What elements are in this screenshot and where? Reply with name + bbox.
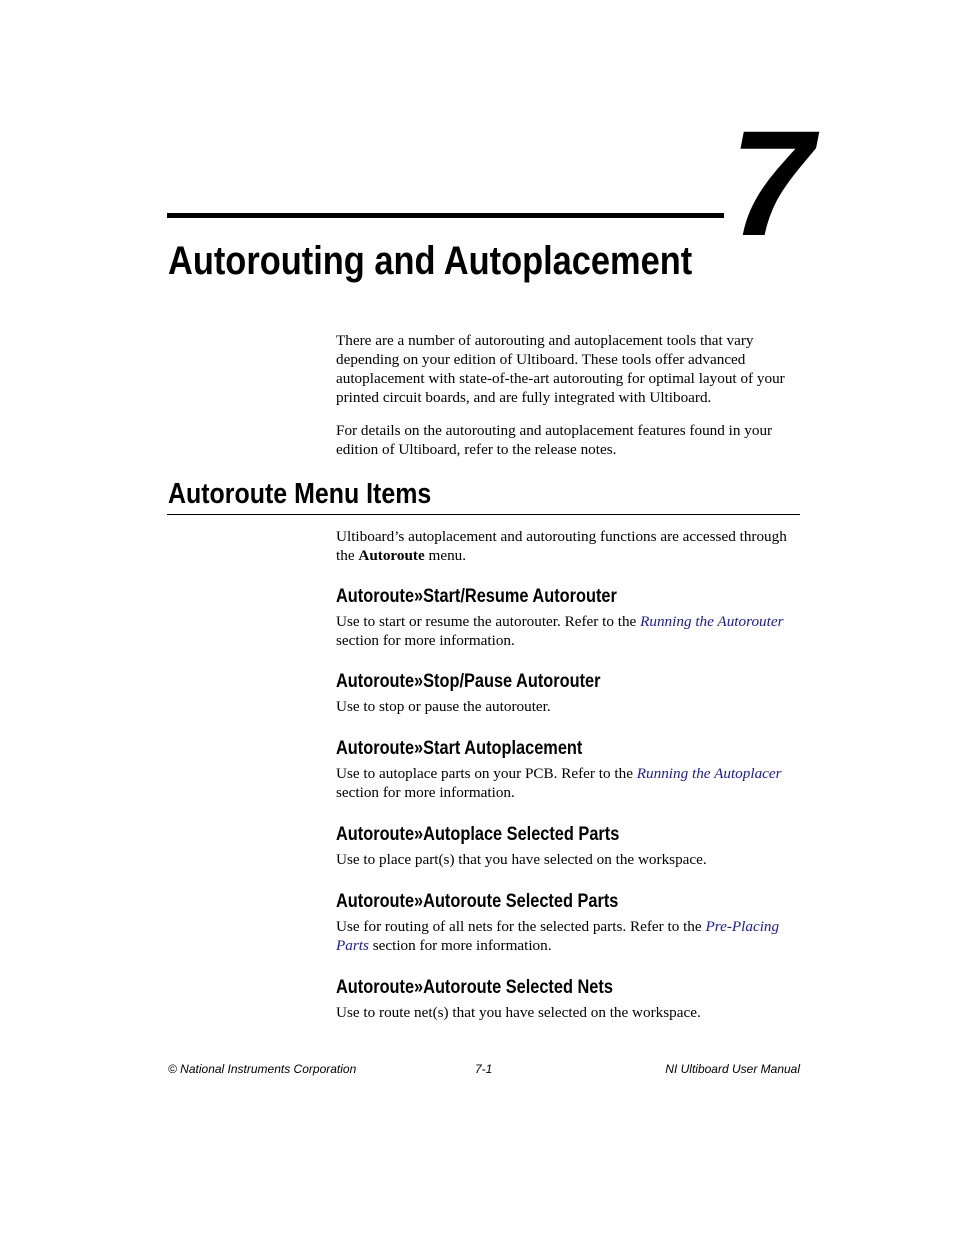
menu-item-heading-text: Autoroute»Autoroute Selected Parts bbox=[336, 891, 619, 912]
menu-item-description: Use to stop or pause the autorouter. bbox=[336, 698, 551, 715]
section-rule bbox=[167, 514, 800, 515]
footer-page-number: 7-1 bbox=[475, 1062, 493, 1076]
section-title bbox=[168, 477, 474, 511]
description-text: section for more information. bbox=[336, 632, 515, 649]
menu-item-start-autoplacement bbox=[336, 738, 806, 802]
section-title-text: Autoroute Menu Items bbox=[168, 478, 432, 510]
intro-paragraph-1: There are a number of autorouting and autoplacement tools that vary depending on your edition of Ultiboard. These tools offer advanced autoplacement with state-of-the-art autorouting for optimal layout of your printed circuit boards, and are fully integrated with Ultiboard. bbox=[336, 332, 785, 406]
description-text: section for more information. bbox=[368, 937, 552, 954]
footer-manual-title: NI Ultiboard User Manual bbox=[665, 1062, 800, 1076]
description-text: Use to autoplace parts on your PCB. Refer to the bbox=[336, 765, 637, 782]
menu-item-description: Use to route net(s) that you have selected on the workspace. bbox=[336, 1004, 701, 1021]
menu-item-heading-text: Autoroute»Autoroute Selected Nets bbox=[336, 977, 613, 998]
description-text: section for more information. bbox=[336, 784, 515, 801]
menu-item-heading-text: Autoroute»Autoplace Selected Parts bbox=[336, 824, 620, 845]
menu-item-heading-text: Autoroute»Start Autoplacement bbox=[336, 738, 583, 759]
menu-item-autoroute-selected-nets bbox=[336, 977, 806, 1022]
menu-item-heading-text: Autoroute»Stop/Pause Autorouter bbox=[336, 671, 601, 692]
running-the-autorouter-link[interactable]: Running the Autorouter bbox=[640, 613, 784, 630]
menu-item-description bbox=[336, 764, 806, 802]
menu-item-stop-pause-autorouter bbox=[336, 671, 806, 716]
chapter-title-text: Autorouting and Autoplacement bbox=[168, 239, 693, 283]
menu-item-heading bbox=[336, 824, 806, 846]
chapter-number: 7 bbox=[730, 99, 810, 267]
menu-item-heading bbox=[336, 738, 806, 760]
menu-item-description bbox=[336, 917, 806, 955]
section-intro-before: Ultiboard’s autoplacement and autorouting functions are accessed through the bbox=[336, 528, 787, 564]
menu-item-heading-text: Autoroute»Start/Resume Autorouter bbox=[336, 586, 617, 607]
menu-item-autoroute-selected-parts bbox=[336, 891, 806, 955]
section-intro-after: menu. bbox=[424, 547, 467, 564]
description-text: Use to start or resume the autorouter. Refer to the bbox=[336, 613, 641, 630]
menu-item-start-resume-autorouter bbox=[336, 586, 806, 650]
pre-placing-parts-link[interactable]: Pre-Placing Parts bbox=[336, 918, 780, 954]
section-intro-menu-name: Autoroute bbox=[358, 547, 425, 564]
footer-copyright: © National Instruments Corporation bbox=[168, 1062, 357, 1076]
menu-item-heading bbox=[336, 977, 806, 999]
chapter-title bbox=[168, 238, 778, 284]
section-intro bbox=[336, 527, 806, 565]
menu-item-description: Use to place part(s) that you have selected on the workspace. bbox=[336, 851, 707, 868]
intro-paragraph-2: For details on the autorouting and autoplacement features found in your edition of Ultiboard, refer to the release notes. bbox=[336, 422, 773, 458]
menu-item-heading bbox=[336, 586, 806, 608]
menu-item-autoplace-selected-parts bbox=[336, 824, 806, 869]
menu-item-heading bbox=[336, 671, 806, 693]
chapter-rule bbox=[167, 213, 724, 218]
menu-item-description bbox=[336, 612, 806, 650]
menu-item-heading bbox=[336, 891, 806, 913]
page-footer bbox=[168, 1062, 800, 1078]
description-text: Use for routing of all nets for the selected parts. Refer to the bbox=[336, 918, 706, 935]
running-the-autoplacer-link[interactable]: Running the Autoplacer bbox=[636, 765, 782, 782]
